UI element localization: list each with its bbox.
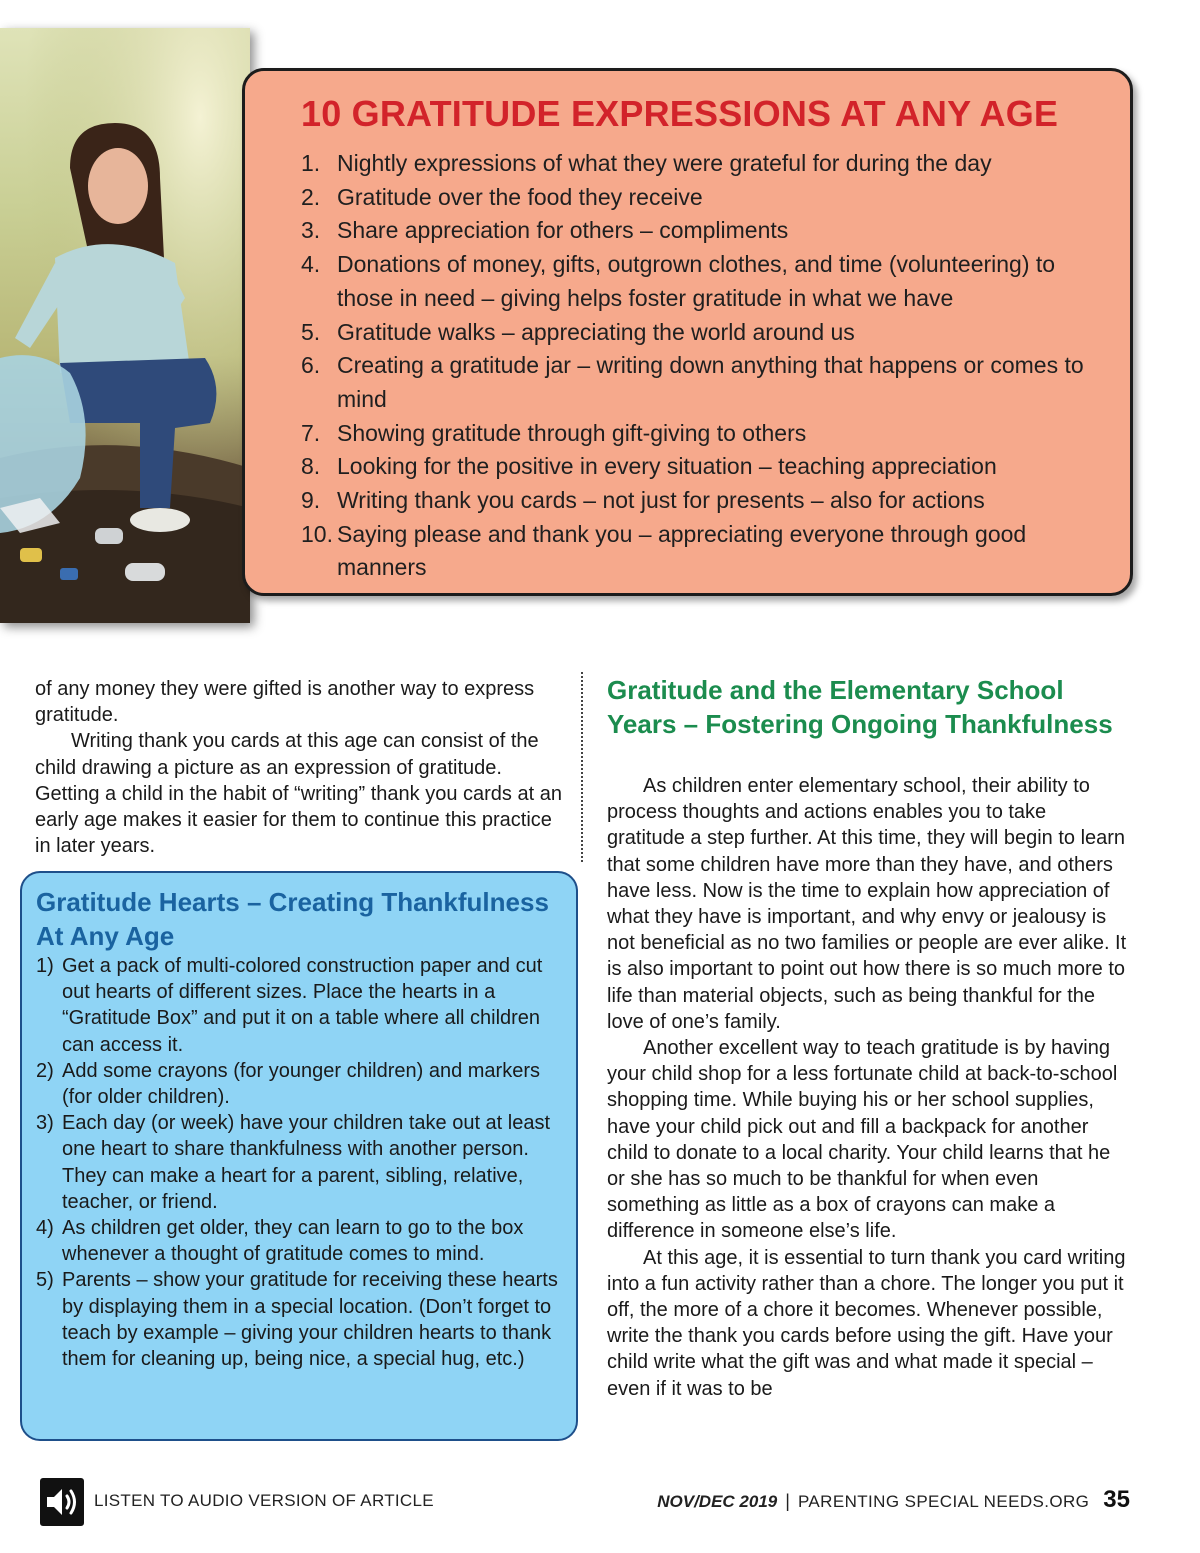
paragraph: Another excellent way to teach gratitude is by having your child shop for a less fortunate child at back-to-school shopping time. While buying his or her school supplies, have your child pick out and fill a backpack for another child to donate to a local charity. Your child learns that he or she has so much to be thankful for when even something as little as a box of crayons can make a difference in someone else’s life. (607, 1037, 1118, 1243)
list-item: 1. Nightly expressions of what they were grateful for during the day (301, 150, 992, 176)
list-item: 4) As children get older, they can learn to go to the box whenever a thought of gratitude comes to mind. (36, 1217, 524, 1266)
list-item: 7. Showing gratitude through gift-giving to others (301, 419, 807, 446)
issue-date: NOV/DEC 2019 (657, 1492, 778, 1511)
gratitude-hearts-box (20, 871, 578, 1441)
speaker-icon[interactable] (40, 1478, 84, 1526)
list-item: 3. Share appreciation for others – compliments (301, 217, 789, 244)
list-item: 2) Add some crayons (for younger children) and markers (for older children). (36, 1059, 540, 1109)
paragraph: Writing thank you cards at this age can consist of the child drawing a picture as an expression of gratitude. Getting a child in the habit of “writing” thank you cards at an early age makes it easier for them to continue this practice in later years. (35, 730, 562, 858)
list-item: 10. Saying please and thank you – appreciating everyone through good manners (301, 520, 1027, 581)
page-number: 35 (1103, 1486, 1130, 1513)
audio-version-link[interactable]: LISTEN TO AUDIO VERSION OF ARTICLE (94, 1491, 434, 1510)
list-item: 5) Parents – show your gratitude for receiving these hearts by displaying them in a special location. (Don’t forget to teach by example – giving your children hearts to thank them for cleaning up, being nice, a special hug, etc.) (36, 1269, 558, 1371)
list-item: 2. Gratitude over the food they receive (301, 183, 703, 210)
list-item: 6. Creating a gratitude jar – writing down anything that happens or comes to mind (301, 352, 1084, 412)
gratitude-hearts-title: Gratitude Hearts – Creating Thankfulness At Any Age (36, 887, 549, 951)
gratitude-hearts-list (36, 953, 566, 1372)
gratitude-expressions-title: 10 GRATITUDE EXPRESSIONS AT ANY AGE (301, 93, 1059, 134)
left-column-text (35, 676, 565, 859)
article-photo (0, 28, 250, 623)
column-divider (581, 672, 583, 862)
gratitude-expressions-list (301, 147, 1101, 585)
right-column-text (607, 773, 1127, 1402)
paragraph: As children enter elementary school, their ability to process thoughts and actions enables you to take gratitude a step further. At this time, they will begin to learn that some children have more than they have, and others have less. Now is the time to explain how appreciation of what they have is important, and why envy or jealousy is not beneficial as no two families or people are ever alike. It is also important to point out how there is so much more to life than material objects, such as being thankful for the love of one’s family. (607, 775, 1127, 1033)
list-item: 3) Each day (or week) have your children take out at least one heart to share thankfulness with another person. They can make a heart for a parent, sibling, relative, teacher, or friend. (36, 1112, 551, 1213)
list-item: 8. Looking for the positive in every situation – teaching appreciation (301, 453, 997, 480)
list-item: 4. Donations of money, gifts, outgrown clothes, and time (volunteering) to those in need – giving helps foster gratitude in what we have (301, 251, 1056, 311)
list-item: 5. Gratitude walks – appreciating the world around us (301, 318, 855, 345)
site-name: PARENTING SPECIAL NEEDS.ORG (797, 1492, 1090, 1511)
paragraph: At this age, it is essential to turn thank you card writing into a fun activity rather than a chore. The longer you put it off, the more of a chore it becomes. Whenever possible, write the thank you cards before using the gift. Have your child write what the gift was and what made it special – even if it was to be (607, 1246, 1126, 1400)
page-footer (657, 1486, 1130, 1514)
elementary-section-heading: Gratitude and the Elementary School Years – Fostering Ongoing Thankfulness (607, 675, 1113, 739)
list-item: 9. Writing thank you cards – not just for presents – also for actions (301, 487, 985, 514)
gratitude-expressions-box (242, 68, 1133, 596)
footer-separator: | (785, 1491, 790, 1511)
list-item: 1) Get a pack of multi-colored construction paper and cut out hearts of different sizes. Place the hearts in a “Gratitude Box” and put it on a table where all children can access it. (36, 955, 543, 1056)
paragraph: of any money they were gifted is another way to express gratitude. (35, 678, 535, 727)
